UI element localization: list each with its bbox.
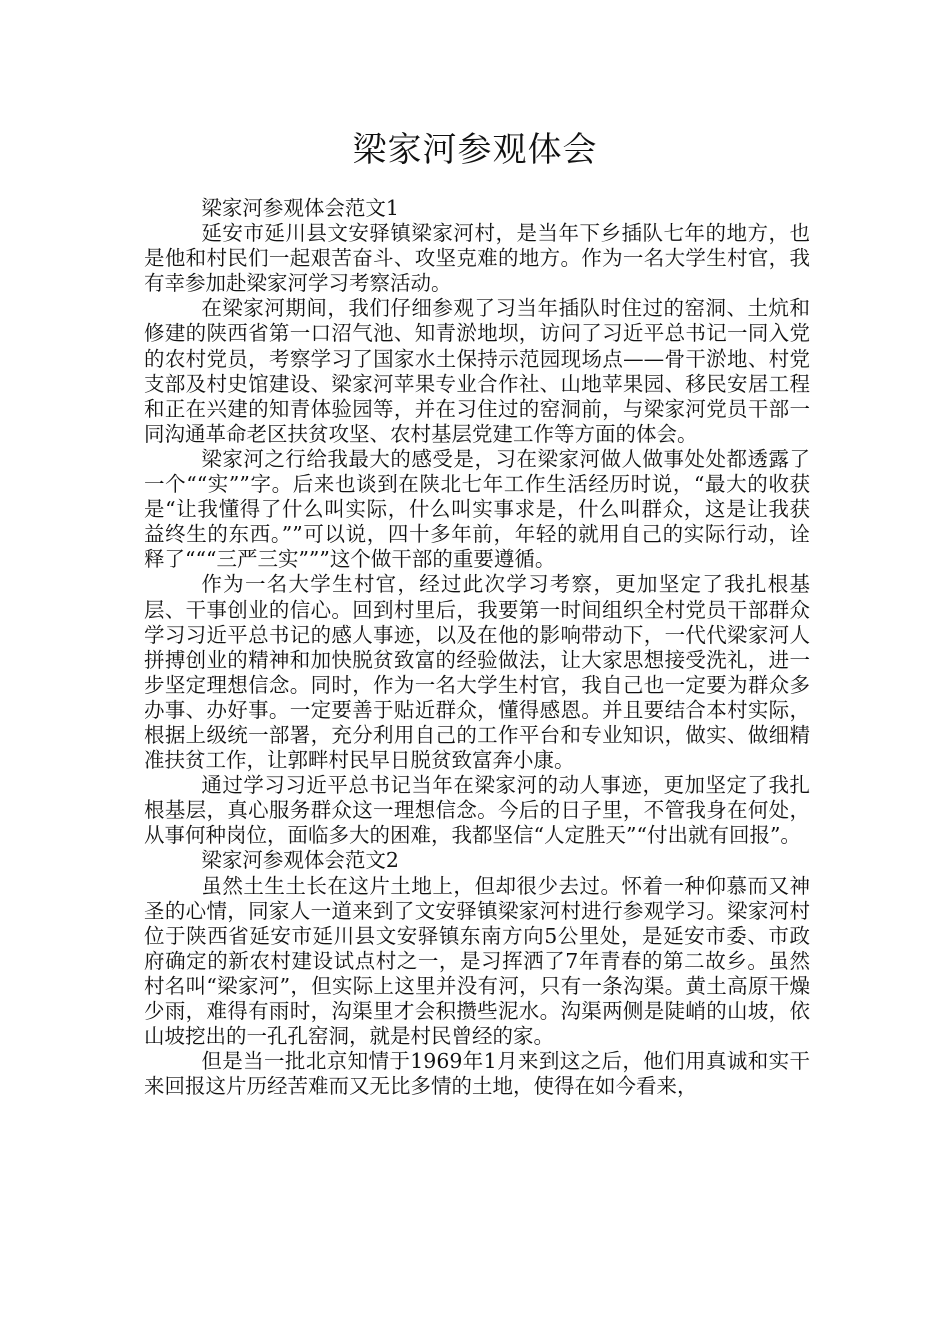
- paragraph: 梁家河之行给我最大的感受是，习在梁家河做人做事处处都透露了一个““实””字。后来也谈到在陕北七年工作生活经历时说，“最大的收获是“让我懂得了什么叫实际，什么叫实事求是，什么叫群众，这是让我获益终生的东西。””可以说，四十多年前，年轻的就用自己的实际行动，诠释了“““三严三实”””这个做干部的重要遵循。: [144, 446, 810, 572]
- paragraph: 作为一名大学生村官，经过此次学习考察，更加坚定了我扎根基层、干事创业的信心。回到村里后，我要第一时间组织全村党员干部群众学习习近平总书记的感人事迹，以及在他的影响带动下，一代代梁家河人拼搏创业的精神和加快脱贫致富的经验做法，让大家思想接受洗礼，进一步坚定理想信念。同时，作为一名大学生村官，我自己也一定要为群众多办事、办好事。一定要善于贴近群众，懂得感恩。并且要结合本村实际，根据上级统一部署，充分利用自己的工作平台和专业知识，做实、做细精准扶贫工作，让郭畔村民早日脱贫致富奔小康。: [144, 572, 810, 773]
- section-heading: 梁家河参观体会范文2: [201, 848, 399, 873]
- document-title: 梁家河参观体会: [352, 130, 598, 170]
- paragraph: 虽然土生土长在这片土地上，但却很少去过。怀着一种仰慕而又神圣的心情，同家人一道来到了文安驿镇梁家河村进行参观学习。梁家河村位于陕西省延安市延川县文安驿镇东南方向5公里处，是延安市委、市政府确定的新农村建设试点村之一，是习挥洒了7年青春的第二故乡。虽然村名叫“梁家河”，但实际上这里并没有河，只有一条沟渠。黄土高原干燥少雨，难得有雨时，沟渠里才会积攒些泥水。沟渠两侧是陡峭的山坡，依山坡挖出的一孔孔窑洞，就是村民曾经的家。: [144, 873, 810, 1049]
- document-body: [144, 196, 810, 1099]
- paragraph: 通过学习习近平总书记当年在梁家河的动人事迹，更加坚定了我扎根基层，真心服务群众这一理想信念。今后的日子里，不管我身在何处，从事何种岗位，面临多大的困难，我都坚信“人定胜天”“付出就有回报”。: [144, 773, 810, 848]
- paragraph: 延安市延川县文安驿镇梁家河村，是当年下乡插队七年的地方，也是他和村民们一起艰苦奋斗、攻坚克难的地方。作为一名大学生村官，我有幸参加赴梁家河学习考察活动。: [144, 221, 810, 296]
- section-heading: 梁家河参观体会范文1: [201, 196, 399, 220]
- paragraph: 在梁家河期间，我们仔细参观了习当年插队时住过的窑洞、土炕和修建的陕西省第一口沼气池、知青淤地坝，访问了习近平总书记一同入党的农村党员，考察学习了国家水土保持示范园现场点——骨干淤地、村党支部及村史馆建设、梁家河苹果专业合作社、山地苹果园、移民安居工程和正在兴建的知青体验园等，并在习住过的窑洞前，与梁家河党员干部一同沟通革命老区扶贫攻坚、农村基层党建工作等方面的体会。: [144, 296, 810, 446]
- paragraph: 但是当一批北京知情于1969年1月来到这之后，他们用真诚和实干来回报这片历经苦难而又无比多情的土地，使得在如今看来，: [144, 1049, 810, 1099]
